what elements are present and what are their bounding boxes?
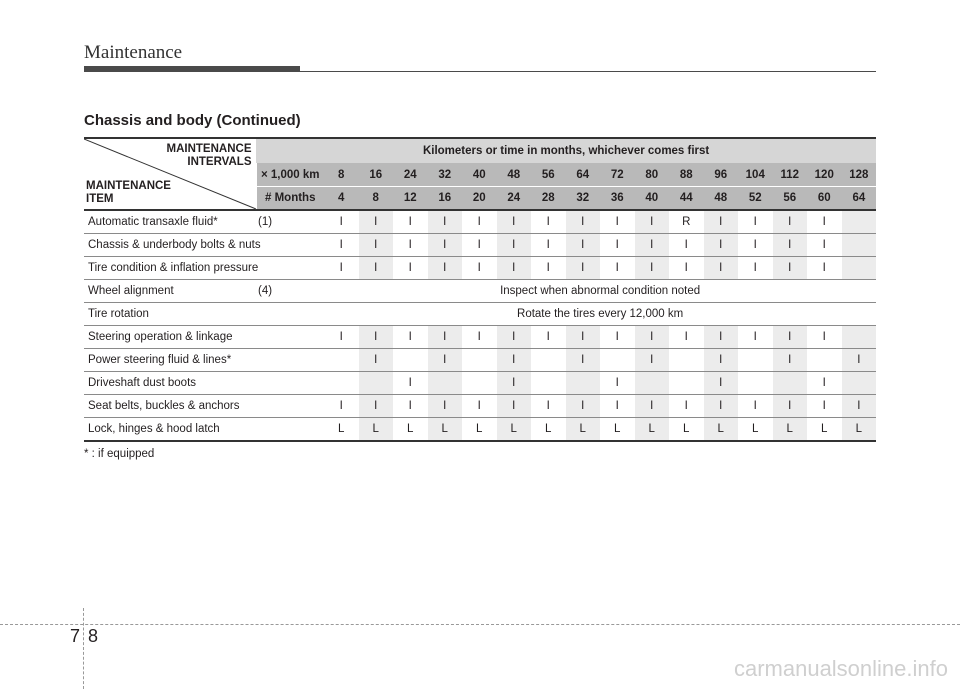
schedule-cell: I: [531, 210, 566, 234]
schedule-cell: I: [773, 349, 808, 372]
table-title: Kilometers or time in months, whichever comes first: [256, 138, 876, 163]
schedule-cell: I: [635, 395, 670, 418]
table-row: [84, 303, 876, 326]
schedule-cell: [462, 372, 497, 395]
schedule-cell: L: [600, 418, 635, 442]
schedule-cell: I: [704, 395, 739, 418]
schedule-cell: I: [359, 395, 394, 418]
km-value-24: 24: [393, 163, 428, 186]
schedule-cell: I: [807, 372, 842, 395]
schedule-cell: I: [531, 395, 566, 418]
maintenance-schedule-table: [84, 137, 876, 442]
months-value-12: 12: [393, 186, 428, 210]
page-footer-rule: [0, 624, 960, 625]
schedule-cell: I: [704, 257, 739, 280]
schedule-cell: I: [704, 326, 739, 349]
schedule-cell: L: [497, 418, 532, 442]
table-row: [84, 280, 876, 303]
schedule-cell: [738, 349, 773, 372]
schedule-cell: I: [393, 372, 428, 395]
schedule-cell: I: [428, 395, 463, 418]
table-row: [84, 418, 876, 442]
km-value-64: 64: [566, 163, 601, 186]
schedule-cell: I: [738, 326, 773, 349]
schedule-cell: I: [324, 257, 359, 280]
item-label: Tire rotation: [88, 308, 149, 320]
item-name: [84, 210, 324, 234]
section-title: Maintenance: [84, 42, 183, 63]
schedule-cell: I: [635, 326, 670, 349]
schedule-cell: L: [393, 418, 428, 442]
km-value-96: 96: [704, 163, 739, 186]
schedule-cell: I: [531, 234, 566, 257]
schedule-cell: I: [428, 234, 463, 257]
schedule-cell: I: [738, 234, 773, 257]
months-value-4: 4: [324, 186, 359, 210]
schedule-cell: I: [773, 234, 808, 257]
item-name: [84, 234, 324, 257]
item-note: (1): [258, 216, 273, 228]
header-rule: [300, 71, 876, 72]
schedule-cell: I: [531, 257, 566, 280]
schedule-cell: I: [393, 326, 428, 349]
schedule-cell: I: [393, 234, 428, 257]
item-label: Lock, hinges & hood latch: [88, 423, 220, 435]
schedule-cell: I: [324, 395, 359, 418]
schedule-cell: L: [531, 418, 566, 442]
schedule-cell: I: [462, 257, 497, 280]
item-label: Power steering fluid & lines*: [88, 354, 232, 366]
schedule-cell: [600, 349, 635, 372]
schedule-cell: I: [842, 349, 877, 372]
months-value-52: 52: [738, 186, 773, 210]
schedule-cell: I: [497, 234, 532, 257]
item-name: [84, 280, 324, 303]
months-value-40: 40: [635, 186, 670, 210]
months-value-64: 64: [842, 186, 877, 210]
item-span-text: Inspect when abnormal condition noted: [324, 280, 876, 303]
schedule-cell: I: [359, 210, 394, 234]
item-note: (4): [258, 285, 273, 297]
schedule-cell: I: [462, 210, 497, 234]
km-label: × 1,000 km: [256, 163, 324, 186]
item-label: Steering operation & linkage: [88, 331, 233, 343]
item-name: [84, 257, 324, 280]
schedule-cell: I: [669, 234, 704, 257]
schedule-cell: I: [807, 210, 842, 234]
schedule-cell: L: [428, 418, 463, 442]
schedule-cell: [462, 349, 497, 372]
schedule-cell: L: [669, 418, 704, 442]
schedule-cell: L: [566, 418, 601, 442]
schedule-cell: I: [704, 210, 739, 234]
schedule-cell: [324, 372, 359, 395]
schedule-cell: [842, 372, 877, 395]
item-name: [84, 418, 324, 442]
schedule-cell: I: [566, 234, 601, 257]
schedule-cell: I: [324, 210, 359, 234]
schedule-cell: I: [807, 234, 842, 257]
months-value-24: 24: [497, 186, 532, 210]
table-row: [84, 372, 876, 395]
months-value-28: 28: [531, 186, 566, 210]
schedule-cell: I: [359, 257, 394, 280]
schedule-cell: I: [566, 395, 601, 418]
months-value-56: 56: [773, 186, 808, 210]
schedule-cell: I: [635, 349, 670, 372]
table-row: [84, 395, 876, 418]
table-row: [84, 210, 876, 234]
schedule-cell: [738, 372, 773, 395]
months-label: # Months: [256, 186, 324, 210]
months-value-48: 48: [704, 186, 739, 210]
header-bar: [84, 66, 300, 72]
schedule-cell: [531, 349, 566, 372]
schedule-cell: I: [462, 395, 497, 418]
schedule-cell: I: [669, 257, 704, 280]
schedule-cell: I: [669, 395, 704, 418]
schedule-cell: I: [600, 372, 635, 395]
schedule-cell: I: [428, 257, 463, 280]
km-value-56: 56: [531, 163, 566, 186]
schedule-cell: I: [704, 349, 739, 372]
schedule-cell: I: [600, 257, 635, 280]
item-name: [84, 349, 324, 372]
schedule-cell: I: [359, 349, 394, 372]
km-value-16: 16: [359, 163, 394, 186]
schedule-cell: I: [566, 326, 601, 349]
schedule-cell: I: [497, 349, 532, 372]
schedule-cell: I: [566, 349, 601, 372]
schedule-cell: I: [497, 372, 532, 395]
table-row: [84, 234, 876, 257]
schedule-cell: L: [807, 418, 842, 442]
schedule-cell: I: [428, 326, 463, 349]
schedule-cell: [324, 349, 359, 372]
km-value-80: 80: [635, 163, 670, 186]
schedule-cell: I: [566, 257, 601, 280]
schedule-cell: I: [635, 210, 670, 234]
schedule-cell: I: [462, 326, 497, 349]
schedule-cell: I: [566, 210, 601, 234]
item-label: Tire condition & inflation pressure: [88, 262, 259, 274]
schedule-cell: [566, 372, 601, 395]
schedule-cell: I: [704, 372, 739, 395]
item-span-text: Rotate the tires every 12,000 km: [324, 303, 876, 326]
schedule-cell: [635, 372, 670, 395]
schedule-cell: [669, 349, 704, 372]
schedule-cell: [842, 234, 877, 257]
corner-item-label: MAINTENANCE ITEM: [86, 180, 171, 205]
schedule-cell: I: [773, 326, 808, 349]
schedule-cell: L: [738, 418, 773, 442]
schedule-cell: I: [738, 395, 773, 418]
watermark: carmanualsonline.info: [733, 656, 948, 681]
schedule-cell: I: [635, 234, 670, 257]
item-name: [84, 303, 324, 326]
schedule-cell: [773, 372, 808, 395]
schedule-cell: I: [428, 210, 463, 234]
schedule-cell: I: [497, 395, 532, 418]
schedule-cell: I: [842, 395, 877, 418]
table-corner-header: [84, 138, 256, 210]
item-label: Driveshaft dust boots: [88, 377, 197, 389]
schedule-cell: I: [600, 234, 635, 257]
schedule-cell: I: [324, 326, 359, 349]
schedule-cell: I: [704, 234, 739, 257]
item-label: Wheel alignment: [88, 285, 174, 297]
schedule-cell: I: [738, 257, 773, 280]
km-value-120: 120: [807, 163, 842, 186]
months-value-44: 44: [669, 186, 704, 210]
km-value-104: 104: [738, 163, 773, 186]
months-value-16: 16: [428, 186, 463, 210]
schedule-cell: I: [359, 326, 394, 349]
months-value-8: 8: [359, 186, 394, 210]
page-number: 8: [88, 626, 99, 646]
schedule-cell: I: [807, 257, 842, 280]
km-value-48: 48: [497, 163, 532, 186]
chapter-number: 7: [70, 626, 81, 646]
schedule-cell: L: [704, 418, 739, 442]
schedule-cell: [842, 257, 877, 280]
km-value-112: 112: [773, 163, 808, 186]
item-label: Chassis & underbody bolts & nuts: [88, 239, 261, 251]
schedule-cell: I: [393, 257, 428, 280]
months-value-20: 20: [462, 186, 497, 210]
schedule-cell: [428, 372, 463, 395]
schedule-cell: I: [462, 234, 497, 257]
schedule-cell: [669, 372, 704, 395]
table-row: [84, 349, 876, 372]
schedule-cell: [531, 372, 566, 395]
km-value-88: 88: [669, 163, 704, 186]
schedule-cell: R: [669, 210, 704, 234]
item-name: [84, 395, 324, 418]
item-label: Seat belts, buckles & anchors: [88, 400, 240, 412]
sub-heading: Chassis and body (Continued): [84, 112, 301, 129]
schedule-cell: L: [359, 418, 394, 442]
schedule-cell: I: [807, 395, 842, 418]
months-value-36: 36: [600, 186, 635, 210]
schedule-cell: I: [600, 326, 635, 349]
schedule-cell: I: [773, 210, 808, 234]
km-value-32: 32: [428, 163, 463, 186]
schedule-cell: I: [497, 210, 532, 234]
schedule-cell: [359, 372, 394, 395]
table-row: [84, 326, 876, 349]
km-value-72: 72: [600, 163, 635, 186]
schedule-cell: I: [393, 210, 428, 234]
item-label: Automatic transaxle fluid*: [88, 216, 218, 228]
item-name: [84, 326, 324, 349]
schedule-cell: I: [531, 326, 566, 349]
schedule-cell: I: [359, 234, 394, 257]
schedule-cell: I: [600, 395, 635, 418]
km-value-40: 40: [462, 163, 497, 186]
schedule-cell: I: [393, 395, 428, 418]
schedule-cell: I: [738, 210, 773, 234]
schedule-cell: I: [807, 326, 842, 349]
schedule-cell: [842, 210, 877, 234]
schedule-cell: L: [842, 418, 877, 442]
page-footer-divider: [83, 608, 84, 689]
schedule-cell: [807, 349, 842, 372]
schedule-cell: L: [635, 418, 670, 442]
months-value-60: 60: [807, 186, 842, 210]
months-value-32: 32: [566, 186, 601, 210]
schedule-cell: I: [773, 395, 808, 418]
table-row: [84, 257, 876, 280]
schedule-cell: [842, 326, 877, 349]
schedule-cell: I: [773, 257, 808, 280]
km-value-8: 8: [324, 163, 359, 186]
footnote: * : if equipped: [84, 448, 155, 460]
corner-intervals-label: MAINTENANCE INTERVALS: [166, 143, 252, 168]
schedule-cell: L: [324, 418, 359, 442]
item-name: [84, 372, 324, 395]
schedule-cell: I: [497, 257, 532, 280]
schedule-cell: I: [600, 210, 635, 234]
km-value-128: 128: [842, 163, 877, 186]
schedule-cell: I: [669, 326, 704, 349]
schedule-cell: [393, 349, 428, 372]
schedule-cell: I: [635, 257, 670, 280]
schedule-cell: L: [773, 418, 808, 442]
schedule-cell: I: [324, 234, 359, 257]
schedule-cell: I: [428, 349, 463, 372]
schedule-cell: I: [497, 326, 532, 349]
schedule-cell: L: [462, 418, 497, 442]
